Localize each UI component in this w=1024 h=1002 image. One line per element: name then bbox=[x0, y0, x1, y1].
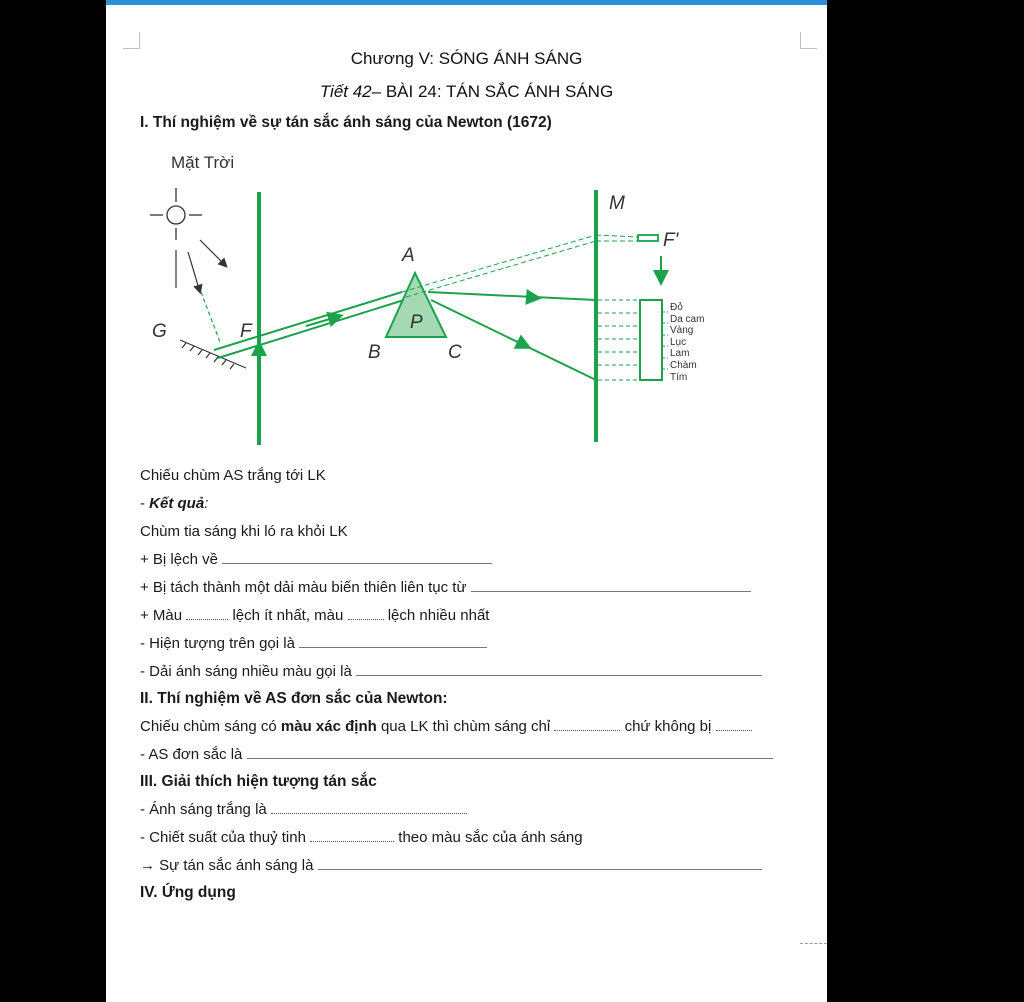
result-colon: : bbox=[204, 495, 209, 512]
color-text-b: lệch ít nhất, màu bbox=[232, 607, 344, 624]
intro-line: Chiếu chùm AS trắng tới LK bbox=[140, 467, 326, 484]
white-light-blank[interactable] bbox=[271, 802, 467, 814]
section-3-heading: III. Giải thích hiện tượng tán sắc bbox=[140, 773, 377, 790]
spectrum-screen bbox=[640, 300, 662, 380]
most-deflected-blank[interactable] bbox=[348, 608, 384, 620]
crop-mark-top-left bbox=[123, 32, 140, 49]
lesson-title bbox=[106, 82, 827, 102]
phenomenon-line bbox=[140, 635, 487, 652]
spectrum-labels bbox=[670, 301, 704, 383]
spectrum-label-orange: Da cam bbox=[670, 314, 705, 325]
dispersion-line bbox=[140, 857, 762, 874]
mono-bold-text: màu xác định bbox=[280, 718, 377, 735]
label-g: G bbox=[152, 321, 167, 342]
spectrum-label-yellow: Vàng bbox=[670, 325, 694, 336]
label-p: P bbox=[410, 312, 423, 333]
phenomenon-blank[interactable] bbox=[299, 636, 487, 648]
chapter-title: Chương V: SÓNG ÁNH SÁNG bbox=[350, 49, 583, 68]
lesson-prefix: Tiết 42 bbox=[319, 82, 372, 101]
sun-label: Mặt Trời bbox=[171, 153, 235, 172]
separate-text: + Bị tách thành một dải màu biến thiên liên tục từ bbox=[140, 579, 467, 596]
dispersion-text: → Sự tán sắc ánh sáng là bbox=[140, 857, 314, 874]
refractive-blank[interactable] bbox=[310, 830, 394, 842]
separate-blank[interactable] bbox=[471, 580, 751, 592]
mono-def-line bbox=[140, 746, 773, 763]
result-line bbox=[140, 495, 208, 512]
mono-blank-1[interactable] bbox=[554, 719, 620, 731]
band-blank[interactable] bbox=[356, 664, 762, 676]
refracted-rays bbox=[428, 292, 596, 380]
label-m: M bbox=[609, 193, 625, 214]
sun-rays bbox=[176, 240, 226, 342]
result-prefix: - bbox=[140, 495, 150, 512]
refractive-text-a: - Chiết suất của thuỷ tinh bbox=[140, 829, 306, 846]
lesson-title-text: – BÀI 24: TÁN SẮC ÁNH SÁNG bbox=[371, 82, 614, 101]
deflect-text: + Bị lệch về bbox=[140, 551, 218, 568]
sun-icon bbox=[150, 188, 202, 240]
white-light-text: - Ánh sáng trắng là bbox=[140, 801, 267, 818]
deflect-line bbox=[140, 551, 492, 568]
mono-text-b: qua LK thì chùm sáng chỉ bbox=[380, 718, 551, 735]
label-c: C bbox=[448, 342, 462, 363]
band-text: - Dải ánh sáng nhiều màu gọi là bbox=[140, 663, 352, 680]
dispersion-blank[interactable] bbox=[318, 858, 762, 870]
result-label: Kết quả bbox=[149, 495, 205, 512]
band-line bbox=[140, 663, 762, 680]
color-text-c: lệch nhiều nhất bbox=[387, 607, 490, 624]
mono-def-text: - AS đơn sắc là bbox=[140, 746, 243, 763]
refractive-text-b: theo màu sắc của ánh sáng bbox=[398, 829, 583, 846]
color-text-a: + Màu bbox=[140, 607, 183, 624]
spectrum-label-blue: Lam bbox=[670, 348, 690, 359]
page-edge-mark bbox=[800, 943, 827, 944]
mono-text-a: Chiếu chùm sáng có bbox=[140, 718, 277, 735]
top-accent-bar bbox=[106, 0, 827, 5]
separate-line bbox=[140, 579, 751, 596]
spectrum-label-red: Đỏ bbox=[670, 302, 683, 313]
spectrum-projection bbox=[598, 300, 640, 380]
crop-mark-top-right bbox=[800, 32, 817, 49]
section-4-heading: IV. Ứng dụng bbox=[140, 884, 236, 901]
newton-prism-diagram bbox=[106, 140, 827, 450]
color-line bbox=[140, 607, 489, 624]
phenomenon-text: - Hiện tượng trên gọi là bbox=[140, 635, 295, 652]
undeviated-beam bbox=[402, 235, 638, 297]
document-page bbox=[106, 0, 827, 1002]
refractive-line bbox=[140, 829, 583, 846]
f-prime-slit bbox=[638, 235, 658, 241]
least-deflected-blank[interactable] bbox=[186, 608, 228, 620]
white-light-line bbox=[140, 801, 467, 818]
mono-def-blank[interactable] bbox=[247, 747, 773, 759]
section-2-heading: II. Thí nghiệm về AS đơn sắc của Newton: bbox=[140, 690, 448, 707]
mirror-g bbox=[180, 340, 246, 369]
spectrum-label-green: Lục bbox=[670, 337, 687, 348]
label-f-prime: F' bbox=[663, 230, 679, 251]
section-1-heading: I. Thí nghiệm về sự tán sắc ánh sáng của Newton (1672) bbox=[140, 114, 552, 131]
mono-blank-2[interactable] bbox=[716, 719, 752, 731]
label-b: B bbox=[368, 342, 381, 363]
mono-line bbox=[140, 718, 752, 735]
beam-out-line: Chùm tia sáng khi ló ra khỏi LK bbox=[140, 523, 348, 540]
label-a: A bbox=[402, 245, 415, 266]
spectrum-label-indigo: Chàm bbox=[670, 360, 697, 371]
mono-text-c: chứ không bị bbox=[624, 718, 712, 735]
label-f: F bbox=[240, 321, 252, 342]
spectrum-label-violet: Tím bbox=[670, 372, 688, 383]
deflect-blank[interactable] bbox=[222, 552, 492, 564]
